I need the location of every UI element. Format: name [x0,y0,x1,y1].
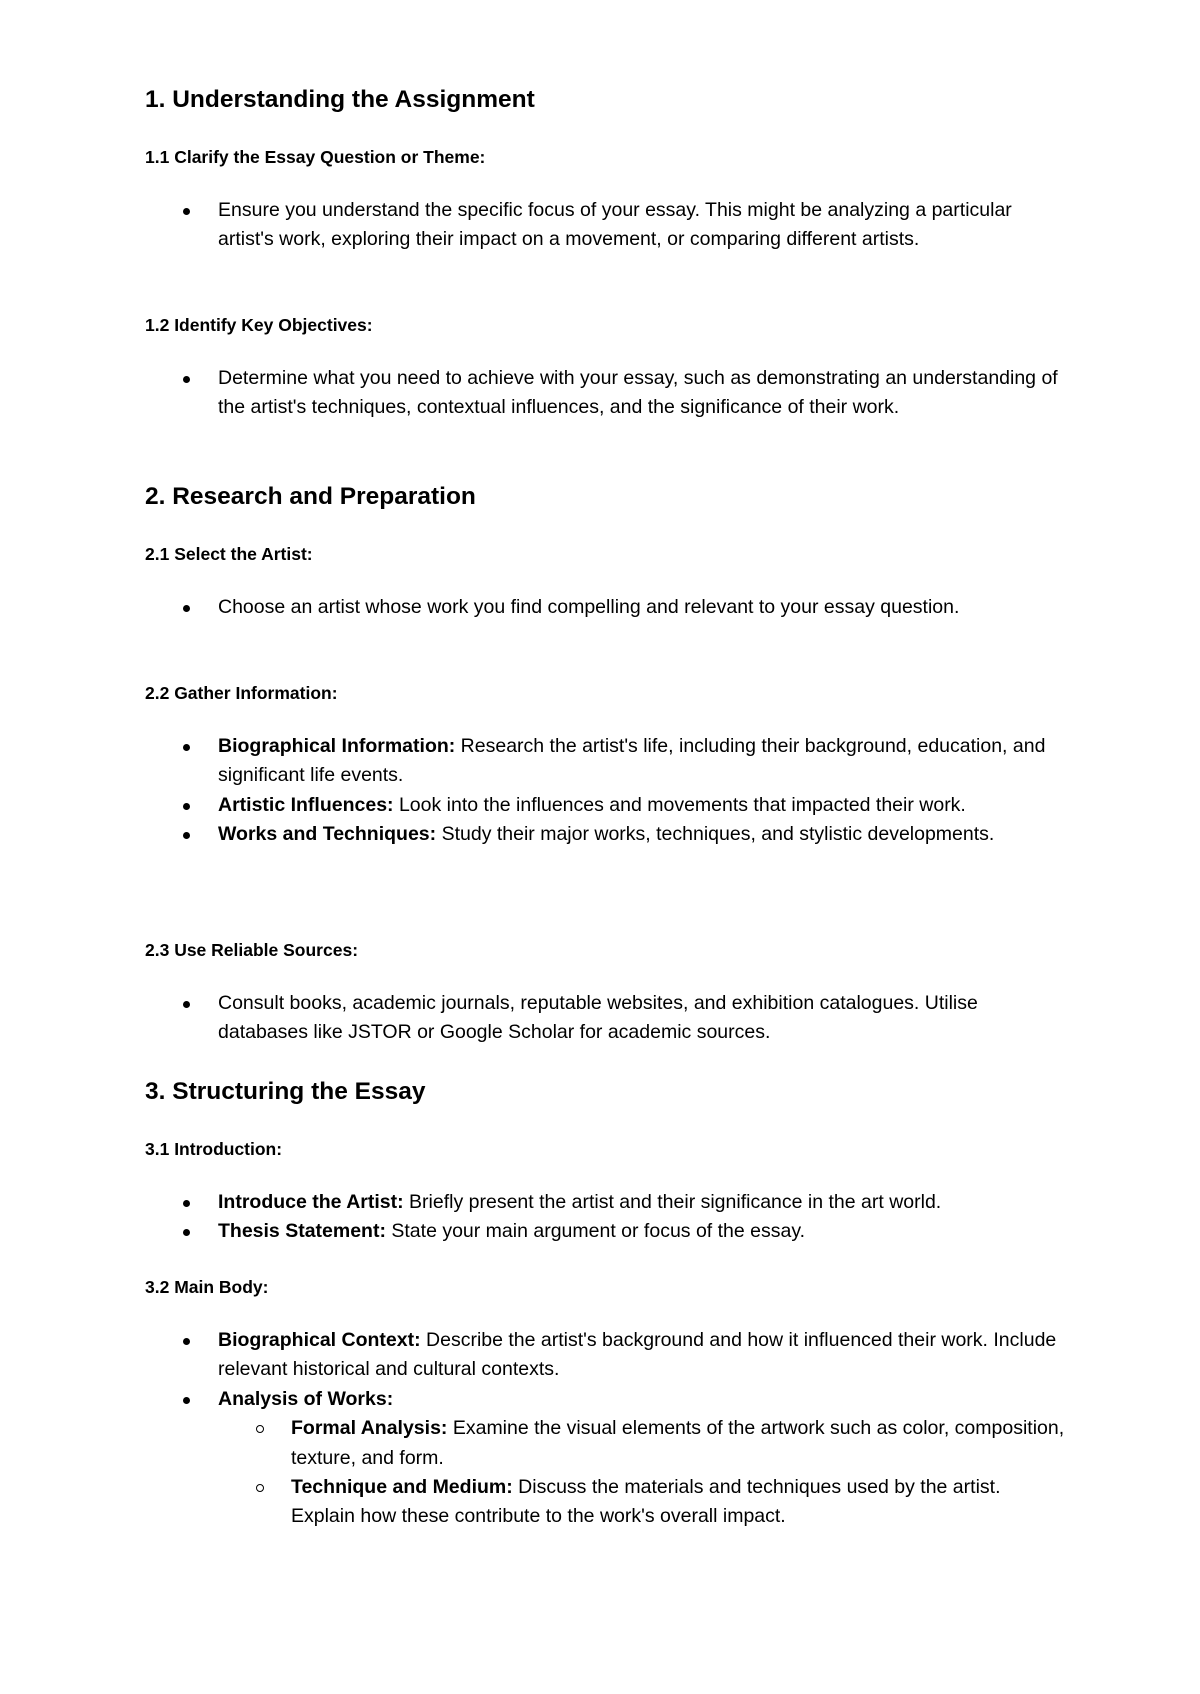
subsection-1-2-heading: 1.2 Identify Key Objectives: [145,315,373,335]
subsection-3-1-list [145,1188,1065,1247]
subsection-2-2-list [145,732,1065,850]
list-item-lead: Thesis Statement: [218,1220,386,1243]
nested-list-item [145,1473,1065,1532]
list-item-lead: Formal Analysis: [291,1417,448,1440]
list-item-text: State your main argument or focus of the essay. [385,1220,806,1243]
list-item [145,364,1065,423]
list-item-text: Briefly present the artist and their significance in the art world. [403,1191,942,1213]
subsection-3-2 [145,1275,1065,1299]
nested-list-item [145,1414,1065,1473]
list-item-text: Ensure you understand the specific focus of your essay. This might be analyzing a particular artist's work, exploring their impact on a movement, or comparing different artists. [218,199,1012,251]
section-1-title-block [145,85,1065,115]
list-item-text: Discuss the materials and techniques used by the artist. Explain how these contribute to the work's overall impact. [291,1476,1001,1528]
section-1-title: 1. Understanding the Assignment [145,86,535,113]
list-item [145,1217,1065,1246]
subsection-1-1 [145,145,1065,169]
list-item-lead: Artistic Influences: [218,793,394,816]
list-item-text: Choose an artist whose work you find compelling and relevant to your essay question. [218,596,960,618]
section-3-title-block [145,1077,1065,1107]
section-3-title: 3. Structuring the Essay [145,1078,426,1105]
section-2-title: 2. Research and Preparation [145,483,476,510]
list-item-text: Look into the influences and movements that impacted their work. [393,793,966,816]
list-item [145,1188,1065,1217]
subsection-2-2-heading: 2.2 Gather Information: [145,683,338,703]
list-item-lead: Technique and Medium: [291,1476,513,1499]
subsection-2-2 [145,681,1065,705]
section-2-title-block [145,482,1065,512]
subsection-2-1-list [145,593,1065,622]
list-item [145,1385,1065,1414]
subsection-1-1-heading: 1.1 Clarify the Essay Question or Theme: [145,147,486,167]
subsection-1-1-list [145,196,1065,255]
subsection-2-1-heading: 2.1 Select the Artist: [145,544,313,564]
list-item [145,196,1065,255]
list-item [145,1326,1065,1385]
subsection-3-1-heading: 3.1 Introduction: [145,1139,283,1159]
subsection-2-3-heading: 2.3 Use Reliable Sources: [145,940,359,960]
subsection-3-2-list [145,1326,1065,1532]
list-item-lead: Introduce the Artist: [218,1191,404,1213]
list-item-lead: Biographical Information: [218,735,456,757]
subsection-1-2 [145,313,1065,337]
list-item [145,593,1065,622]
subsection-2-3 [145,938,1065,962]
list-item [145,791,1065,820]
subsection-2-1 [145,542,1065,566]
list-item-text: Consult books, academic journals, reputable websites, and exhibition catalogues. Utilise databases like JSTOR or Google Scholar for academic sources. [218,992,978,1044]
list-item-lead: Biographical Context: [218,1329,421,1351]
list-item-text: Determine what you need to achieve with your essay, such as demonstrating an understanding of the artist's techniques, contextual influences, and the significance of their work. [218,367,1058,419]
subsection-1-2-list [145,364,1065,423]
list-item-text: Research the artist's life, including their background, education, and significant life events. [218,735,1046,787]
list-item [145,732,1065,791]
subsection-2-3-list [145,989,1065,1048]
subsection-3-2-heading: 3.2 Main Body: [145,1277,269,1297]
list-item-text: Study their major works, techniques, and stylistic developments. [436,823,995,846]
list-item-text: Describe the artist's background and how it influenced their work. Include relevant historical and cultural contexts. [218,1329,1057,1381]
list-item [145,989,1065,1048]
list-item-lead: Analysis of Works: [218,1387,394,1410]
list-item [145,820,1065,849]
list-item-text: Examine the visual elements of the artwork such as color, composition, texture, and form. [291,1417,1065,1469]
subsection-3-1 [145,1137,1065,1161]
list-item-lead: Works and Techniques: [218,823,437,846]
